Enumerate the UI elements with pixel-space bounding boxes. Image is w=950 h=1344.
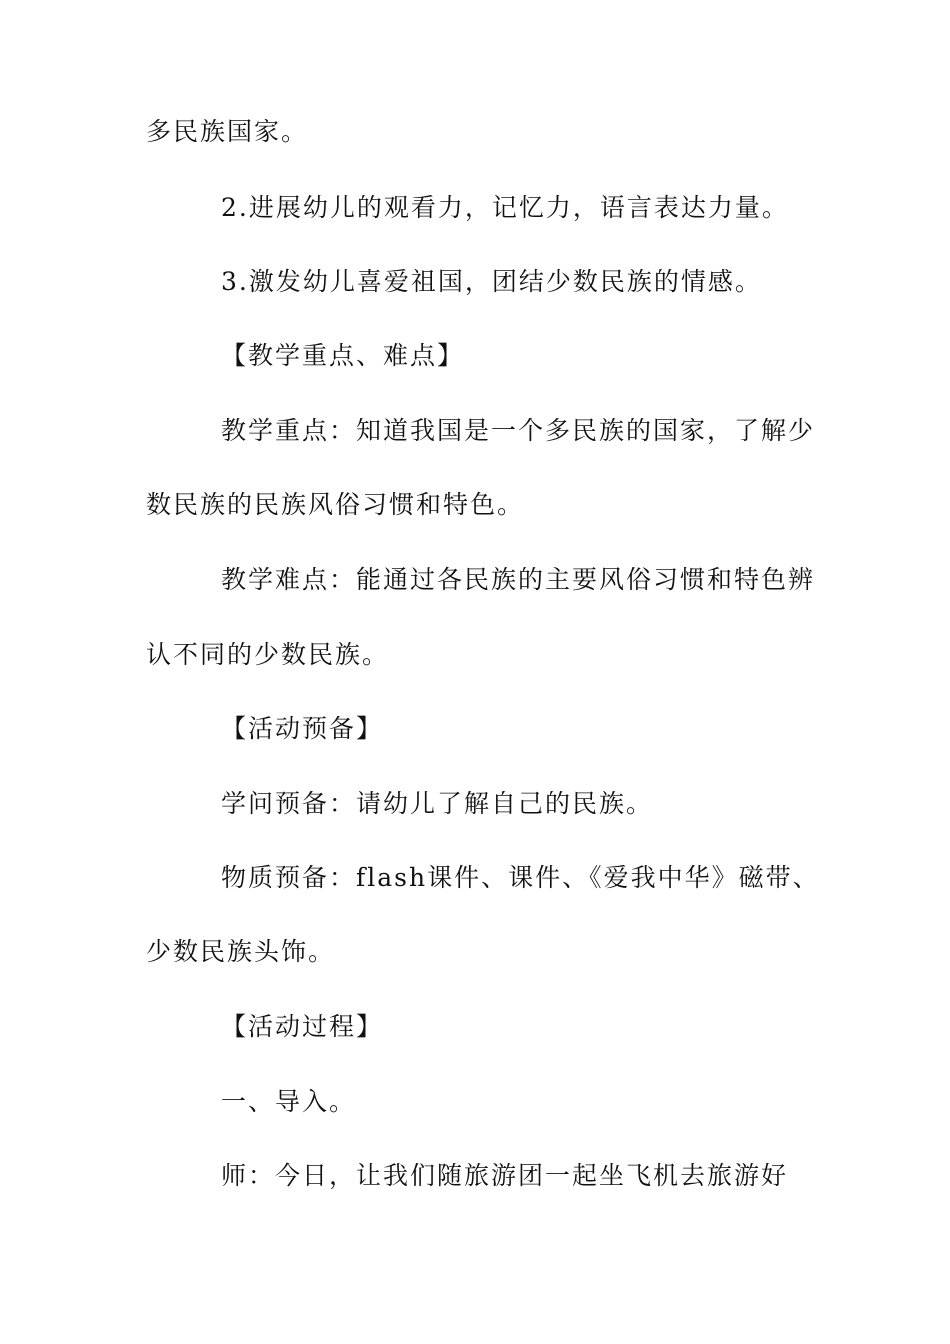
key-point-text: 教学重点：知道我国是一个多民族的国家，了解少 — [221, 416, 816, 445]
difficulty-text: 教学难点：能通过各民族的主要风俗习惯和特色辨 — [221, 565, 816, 594]
section-heading-key-points: 【教学重点、难点】 — [221, 341, 465, 370]
material-preparation: 物质预备：flash课件、课件、《爱我中华》磁带、 — [221, 863, 820, 892]
text-line: 数民族的民族风俗习惯和特色。 — [146, 490, 525, 519]
knowledge-preparation: 学问预备：请幼儿了解自己的民族。 — [221, 789, 654, 818]
objective-3: 3.激发幼儿喜爱祖国，团结少数民族的情感。 — [221, 267, 762, 296]
section-heading-preparation: 【活动预备】 — [221, 714, 384, 743]
text-line: 少数民族头饰。 — [146, 937, 336, 966]
teacher-dialogue: 师：今日，让我们随旅游团一起坐飞机去旅游好 — [221, 1161, 789, 1190]
step-introduction: 一、导入。 — [221, 1087, 357, 1116]
text-line: 多民族国家。 — [146, 117, 309, 146]
text-line: 认不同的少数民族。 — [146, 640, 390, 669]
section-heading-process: 【活动过程】 — [221, 1012, 384, 1041]
objective-2: 2.进展幼儿的观看力，记忆力，语言表达力量。 — [221, 193, 789, 222]
